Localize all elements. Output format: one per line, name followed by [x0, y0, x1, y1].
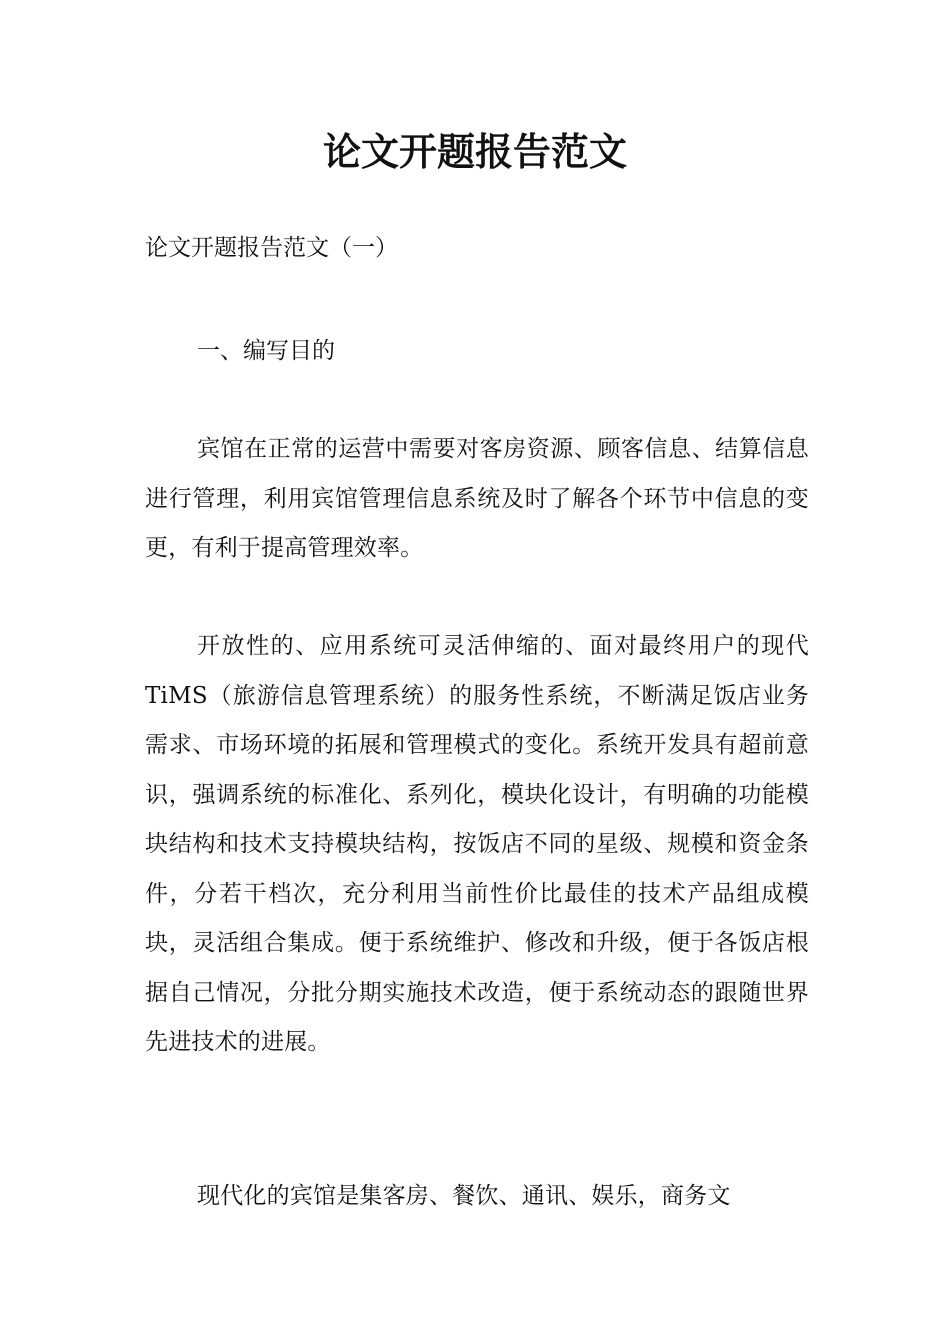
paragraph-2: 开放性的、应用系统可灵活伸缩的、面对最终用户的现代TiMS（旅游信息管理系统）的服务性系统，不断满足饭店业务需求、市场环境的拓展和管理模式的变化。系统开发具有超前意识，强调系统的标准化、系列化，模块化设计，有明确的功能模块结构和技术支持模块结构，按饭店不同的星级、规模和资金条件，分若干档次，充分利用当前性价比最佳的技术产品组成模块，灵活组合集成。便于系统维护、修改和升级，便于各饭店根据自己情况，分批分期实施技术改造，便于系统动态的跟随世界先进技术的进展。: [145, 633, 809, 1055]
paragraph-3: 现代化的宾馆是集客房、餐饮、通讯、娱乐，商务文: [197, 1183, 731, 1209]
document-title: 论文开题报告范文: [322, 130, 627, 174]
document-subtitle: 论文开题报告范文（一）: [145, 235, 398, 261]
paragraph-1: 宾馆在正常的运营中需要对客房资源、顾客信息、结算信息进行管理，利用宾馆管理信息系统及时了解各个环节中信息的变更，有利于提高管理效率。: [145, 436, 809, 561]
section-heading: 一、编写目的: [197, 338, 335, 364]
